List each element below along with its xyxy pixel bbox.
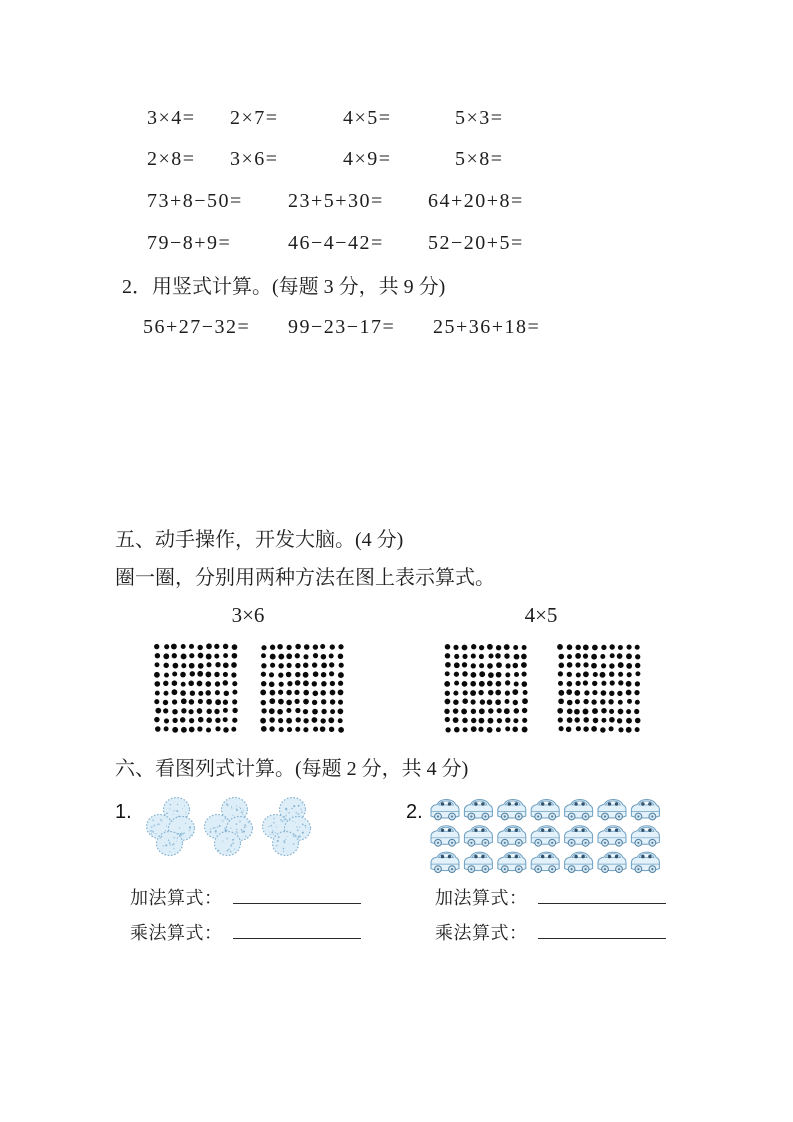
stone-cluster	[204, 797, 256, 861]
car-icon	[531, 826, 559, 846]
car-icon	[565, 852, 593, 872]
car-icon	[598, 800, 626, 820]
math-problem: 2×7=	[230, 107, 279, 129]
math-problem: 99−23−17=	[288, 316, 396, 338]
car-icon	[431, 800, 459, 820]
answer-row-addition-2	[435, 884, 666, 910]
math-problem: 2×8=	[147, 148, 196, 170]
section6-heading: 六、看图列式计算。(每题 2 分，共 4 分)	[115, 758, 469, 780]
multiplication-expression-label: 乘法算式：	[130, 923, 223, 943]
dot-grid	[259, 642, 345, 734]
math-problem: 56+27−32=	[143, 316, 251, 338]
section5-heading: 五、动手操作，开发大脑。(4 分)	[115, 529, 404, 551]
grid-group-label: 3×6	[231, 603, 265, 627]
car-icon	[531, 852, 559, 872]
item-number-1: 1.	[115, 801, 132, 823]
multiplication-expression-label: 乘法算式：	[435, 923, 528, 943]
answer-blank	[538, 888, 666, 904]
car-icon	[598, 852, 626, 872]
car-icon	[431, 826, 459, 846]
math-problem: 3×4=	[147, 107, 196, 129]
answer-row-addition-1	[130, 884, 361, 910]
section5-instruction: 圈一圈，分别用两种方法在图上表示算式。	[115, 567, 495, 589]
dot-grid	[153, 642, 239, 734]
car-icon	[631, 800, 659, 820]
car-icon	[464, 800, 492, 820]
stone-cluster	[262, 797, 314, 861]
car-icon	[498, 826, 526, 846]
addition-expression-label: 加法算式：	[435, 888, 528, 908]
math-problem: 5×8=	[455, 148, 504, 170]
car-icon	[598, 826, 626, 846]
math-problem: 64+20+8=	[428, 190, 524, 212]
math-problem: 73+8−50=	[147, 190, 243, 212]
answer-row-multiplication-1	[130, 919, 361, 945]
car-grid	[429, 797, 669, 879]
math-problem: 3×6=	[230, 148, 279, 170]
stone-cluster	[146, 797, 198, 861]
car-icon	[631, 852, 659, 872]
answer-row-multiplication-2	[435, 919, 666, 945]
car-icon	[531, 800, 559, 820]
car-icon	[464, 852, 492, 872]
car-icon	[565, 826, 593, 846]
car-icon	[565, 800, 593, 820]
math-problem: 52−20+5=	[428, 232, 524, 254]
answer-blank	[233, 923, 361, 939]
answer-blank	[538, 923, 666, 939]
math-problem: 46−4−42=	[288, 232, 384, 254]
addition-expression-label: 加法算式：	[130, 888, 223, 908]
math-problem: 25+36+18=	[433, 316, 541, 338]
car-icon	[464, 826, 492, 846]
dot-grid	[556, 642, 642, 734]
item-number-2: 2.	[406, 801, 423, 823]
math-problem: 79−8+9=	[147, 232, 232, 254]
math-problem: 4×5=	[343, 107, 392, 129]
math-problem: 4×9=	[343, 148, 392, 170]
answer-blank	[233, 888, 361, 904]
grid-group-label: 4×5	[524, 603, 558, 627]
car-icon	[631, 826, 659, 846]
math-problem: 23+5+30=	[288, 190, 384, 212]
car-icon	[498, 852, 526, 872]
math-problem: 5×3=	[455, 107, 504, 129]
car-icon	[431, 852, 459, 872]
dot-grid	[443, 642, 529, 734]
car-icon	[498, 800, 526, 820]
vertical-calc-heading: 2．用竖式计算。(每题 3 分，共 9 分)	[122, 276, 446, 298]
